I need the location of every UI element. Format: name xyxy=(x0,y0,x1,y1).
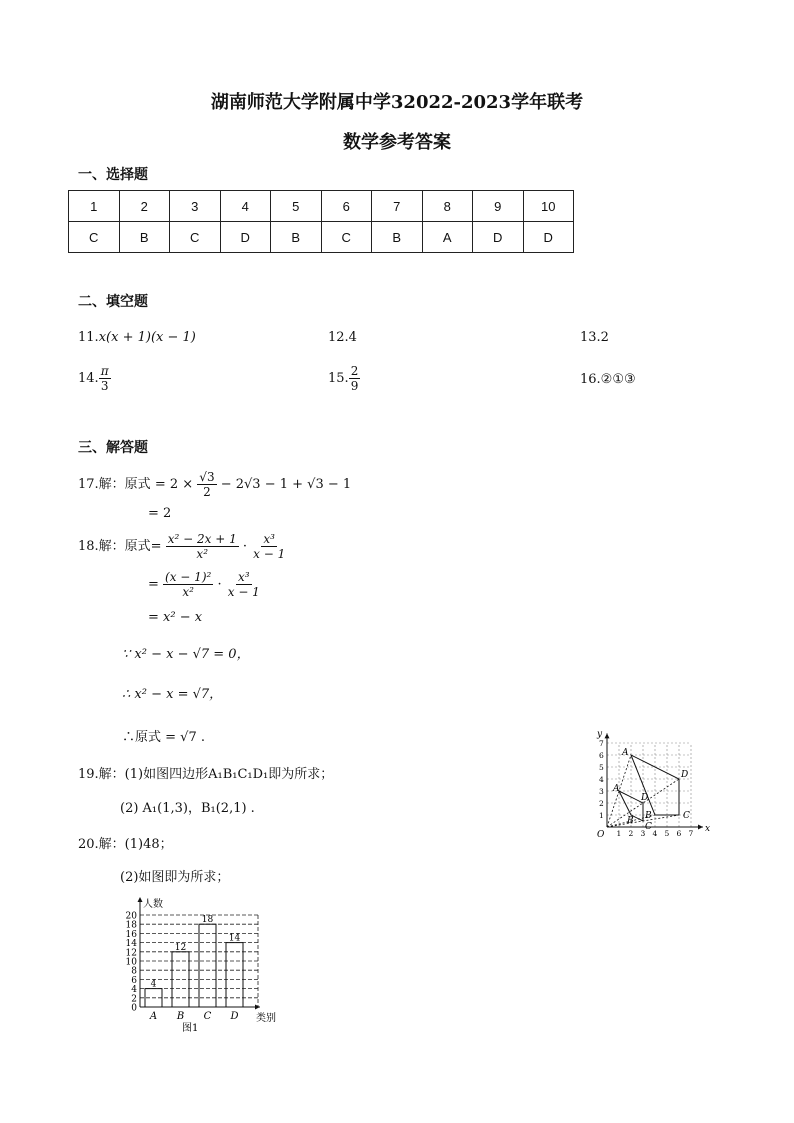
q18-frac3-den: x² xyxy=(182,585,194,599)
q11-factor2: (x − 1) xyxy=(150,330,196,345)
table-cell-answer: D xyxy=(220,222,271,253)
q18-frac4 xyxy=(226,570,262,599)
y-tick-label: 14 xyxy=(125,939,137,950)
table-cell-answer: C xyxy=(69,222,120,253)
chart-caption: 图1 xyxy=(182,1023,199,1034)
table-cell-number: 6 xyxy=(321,191,372,222)
fill-answer-16: 16.②①③ xyxy=(580,372,636,387)
origin-label: O xyxy=(597,830,605,840)
q14-denominator: 3 xyxy=(100,379,109,393)
y-tick-label: 5 xyxy=(599,763,604,772)
q18-frac3 xyxy=(163,570,213,599)
y-tick-label: 12 xyxy=(125,948,137,959)
bar-chart xyxy=(110,895,300,1035)
y-tick-label: 7 xyxy=(599,739,604,748)
q15-denominator: 9 xyxy=(350,379,359,393)
q11-factor1: (x + 1) xyxy=(106,330,151,345)
q14-label: 14. xyxy=(78,371,99,386)
q11-label: 11. xyxy=(78,330,99,345)
section-solve: 三、解答题 xyxy=(78,440,148,456)
q11-x: x xyxy=(98,330,107,345)
y-tick-label: 2 xyxy=(599,799,604,808)
q17-frac-den: 2 xyxy=(203,485,211,499)
q18-label: 18.解：原式= xyxy=(78,539,162,554)
fill-answer-11 xyxy=(78,330,196,345)
x-tick-label: 4 xyxy=(652,829,658,838)
q17-line2: = 2 xyxy=(148,506,172,521)
section-fill: 二、填空题 xyxy=(78,294,148,310)
table-cell-answer: A xyxy=(422,222,473,253)
y-tick-label: 10 xyxy=(125,957,137,968)
answer-table xyxy=(68,190,574,253)
x-tick-label: 7 xyxy=(688,829,694,838)
table-cell-answer: C xyxy=(170,222,221,253)
vertex-label-c1: C xyxy=(645,822,652,832)
q18-frac4-num: x³ xyxy=(237,570,250,584)
x-tick-label: C xyxy=(203,1011,212,1022)
q17-expr-b: − 2√3 − 1 + √3 − 1 xyxy=(220,477,352,492)
q17-frac-num: √3 xyxy=(199,470,215,484)
data-label: 14 xyxy=(228,933,241,944)
section-choice: 一、选择题 xyxy=(78,167,148,183)
y-tick-label: 2 xyxy=(131,994,137,1005)
bar-b xyxy=(172,952,189,1007)
table-row-answers xyxy=(69,222,574,253)
data-label: 18 xyxy=(201,915,214,926)
q17-expr-a: = 2 × xyxy=(154,477,194,492)
table-cell-answer: D xyxy=(523,222,574,253)
q19-line1: 19.解：(1)如图四边形A₁B₁C₁D₁即为所求； xyxy=(78,767,334,782)
y-axis-label: y xyxy=(597,729,603,740)
bar-d xyxy=(226,943,243,1007)
q18-line3: = x² − x xyxy=(148,610,203,625)
fill-answer-12: 12.4 xyxy=(328,330,357,345)
page-title: 湖南师范大学附属中学32022-2023学年联考 xyxy=(210,92,584,113)
q18-line5: ∴ x² − x = √7， xyxy=(122,687,223,702)
y-tick-label: 20 xyxy=(125,911,137,922)
x-axis-label: 类别 xyxy=(256,1013,276,1024)
y-tick-label: 0 xyxy=(131,1003,137,1014)
q14-numerator: π xyxy=(100,364,109,378)
q20-line1: 20.解：(1)48； xyxy=(78,837,173,852)
q18-frac2-den: x − 1 xyxy=(253,547,286,561)
fill-answer-14 xyxy=(78,364,111,393)
vertex-label-c: C xyxy=(683,811,690,821)
q18-frac1 xyxy=(166,532,239,561)
q18-frac2 xyxy=(251,532,287,561)
coordinate-figure xyxy=(585,715,715,840)
y-tick-label: 3 xyxy=(599,787,604,796)
q18-dot2: · xyxy=(217,577,222,592)
table-cell-answer: C xyxy=(321,222,372,253)
q18-dot1: · xyxy=(242,539,247,554)
q15-numerator: 2 xyxy=(350,364,359,378)
vertex-label-a: A xyxy=(622,748,629,758)
x-tick-label: 5 xyxy=(664,829,670,838)
table-cell-number: 5 xyxy=(271,191,322,222)
y-axis-arrow xyxy=(605,733,610,738)
bar-c xyxy=(199,924,216,1007)
q18-frac3-num: (x − 1)² xyxy=(165,570,212,584)
table-cell-answer: D xyxy=(473,222,524,253)
y-tick-label: 16 xyxy=(125,929,137,940)
table-cell-answer: B xyxy=(271,222,322,253)
table-cell-number: 4 xyxy=(220,191,271,222)
x-tick-label: D xyxy=(230,1011,239,1022)
y-tick-label: 18 xyxy=(125,920,137,931)
vertex-label-b: B xyxy=(645,811,652,821)
q18-frac2-num: x³ xyxy=(263,532,275,546)
table-cell-number: 7 xyxy=(372,191,423,222)
q18-frac1-den: x² xyxy=(196,547,208,561)
y-tick-label: 8 xyxy=(131,966,137,977)
q18-frac1-num: x² − 2x + 1 xyxy=(167,532,237,546)
page-subtitle: 数学参考答案 xyxy=(343,132,451,153)
vertex-label-a1: A xyxy=(613,784,620,794)
q18-line1 xyxy=(78,532,287,561)
vertex-label-b1: B xyxy=(627,816,634,826)
table-cell-number: 1 xyxy=(69,191,120,222)
y-axis-label: 人数 xyxy=(143,899,163,910)
q15-label: 15. xyxy=(328,371,349,386)
q18-eq: = xyxy=(148,577,159,592)
x-axis-arrow xyxy=(255,1005,260,1010)
y-axis-arrow xyxy=(138,897,143,902)
fill-answer-15 xyxy=(328,364,360,393)
q18-line6: ∴原式 = √7 . xyxy=(122,730,205,745)
x-tick-label: 1 xyxy=(616,829,622,838)
q14-fraction xyxy=(99,364,111,393)
table-cell-answer: B xyxy=(372,222,423,253)
x-tick-label: 3 xyxy=(640,829,646,838)
q17-fraction xyxy=(197,470,216,499)
y-tick-label: 6 xyxy=(599,751,604,760)
table-cell-answer: B xyxy=(119,222,170,253)
vertex-label-d1: D xyxy=(641,793,649,803)
q18-line4: ∵ x² − x − √7 = 0， xyxy=(122,647,250,662)
x-tick-label: B xyxy=(176,1011,185,1022)
y-tick-label: 1 xyxy=(599,811,604,820)
table-cell-number: 9 xyxy=(473,191,524,222)
q20-line2: (2)如图即为所求； xyxy=(120,870,230,885)
data-label: 12 xyxy=(174,942,187,953)
x-axis-arrow xyxy=(698,825,703,830)
table-cell-number: 10 xyxy=(523,191,574,222)
fill-answer-13: 13.2 xyxy=(580,330,609,345)
q17-label: 17.解：原式 xyxy=(78,477,151,492)
x-tick-label: 2 xyxy=(628,829,634,838)
table-cell-number: 2 xyxy=(119,191,170,222)
x-axis-label: x xyxy=(705,824,711,834)
table-cell-number: 3 xyxy=(170,191,221,222)
q18-frac4-den: x − 1 xyxy=(227,585,260,599)
q15-fraction xyxy=(349,364,361,393)
vertex-label-d: D xyxy=(681,770,689,780)
y-tick-label: 6 xyxy=(131,975,137,986)
data-label: 4 xyxy=(150,979,157,990)
table-cell-number: 8 xyxy=(422,191,473,222)
q19-line2: (2) A₁(1,3)，B₁(2,1) . xyxy=(120,801,255,816)
q17-line1 xyxy=(78,470,351,499)
x-tick-label: 6 xyxy=(676,829,682,838)
x-tick-label: A xyxy=(149,1011,158,1022)
y-tick-label: 4 xyxy=(131,985,137,996)
q18-line2 xyxy=(148,570,262,599)
y-tick-label: 4 xyxy=(599,775,604,784)
table-row-numbers xyxy=(69,191,574,222)
